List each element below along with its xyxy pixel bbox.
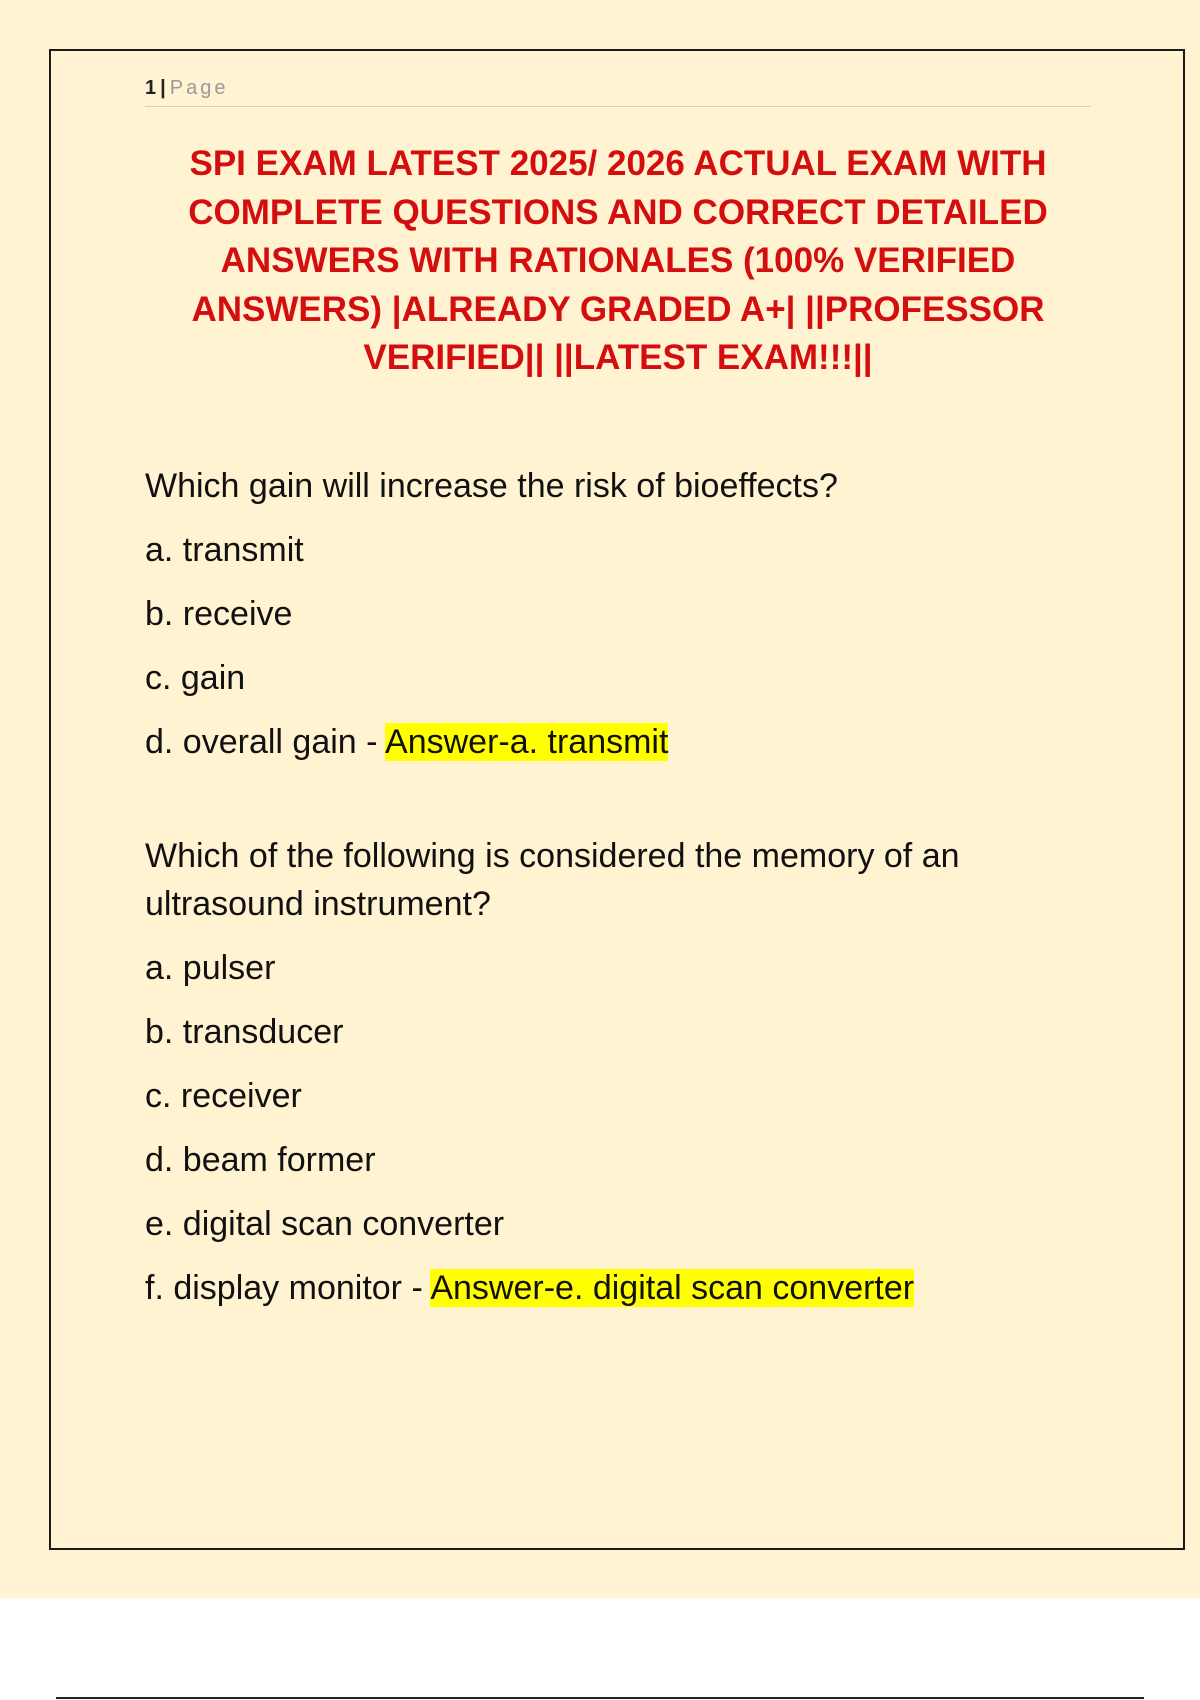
answer-option-with-answer	[145, 1264, 1095, 1312]
answer-option: f. display monitor -	[145, 1269, 431, 1307]
question-block-1	[145, 462, 1095, 766]
answer-option: d. beam former	[145, 1141, 376, 1179]
answer-option: c. gain	[145, 659, 246, 697]
title-line: VERIFIED|| ||LATEST EXAM!!!||	[363, 338, 873, 377]
answer-option: c. receiver	[145, 1077, 302, 1115]
highlighted-answer: Answer-e. digital scan converter	[430, 1269, 915, 1307]
question-text	[145, 832, 1095, 928]
title-line: ANSWERS) |ALREADY GRADED A+| ||PROFESSOR	[191, 289, 1045, 329]
answer-option: b. receive	[145, 595, 293, 633]
page-header	[145, 74, 1091, 107]
exam-content	[145, 462, 1095, 1312]
bottom-divider	[56, 1697, 1144, 1699]
question-text: Which gain will increase the risk of bioeffects?	[145, 467, 838, 505]
page-number: 1	[145, 77, 157, 99]
answer-option-with-answer	[145, 718, 1095, 766]
answer-option: b. transducer	[145, 1013, 344, 1051]
answer-option: a. transmit	[145, 531, 304, 569]
question-block-2	[145, 832, 1095, 1312]
question-text-line: Which of the following is considered the memory of an	[145, 837, 960, 875]
answer-option: d. overall gain -	[145, 723, 386, 761]
answer-option: a. pulser	[145, 949, 276, 987]
highlighted-answer: Answer-a. transmit	[385, 723, 669, 761]
title-line: ANSWERS WITH RATIONALES (100% VERIFIED	[220, 241, 1016, 280]
title-line: SPI EXAM LATEST 2025/ 2026 ACTUAL EXAM WITH	[189, 144, 1047, 183]
page-separator: |	[160, 77, 166, 99]
page-word: Page	[169, 77, 229, 99]
document-title	[145, 140, 1091, 383]
title-line: COMPLETE QUESTIONS AND CORRECT DETAILED	[188, 192, 1048, 232]
answer-option: e. digital scan converter	[145, 1205, 505, 1243]
question-text-line: ultrasound instrument?	[145, 885, 491, 923]
